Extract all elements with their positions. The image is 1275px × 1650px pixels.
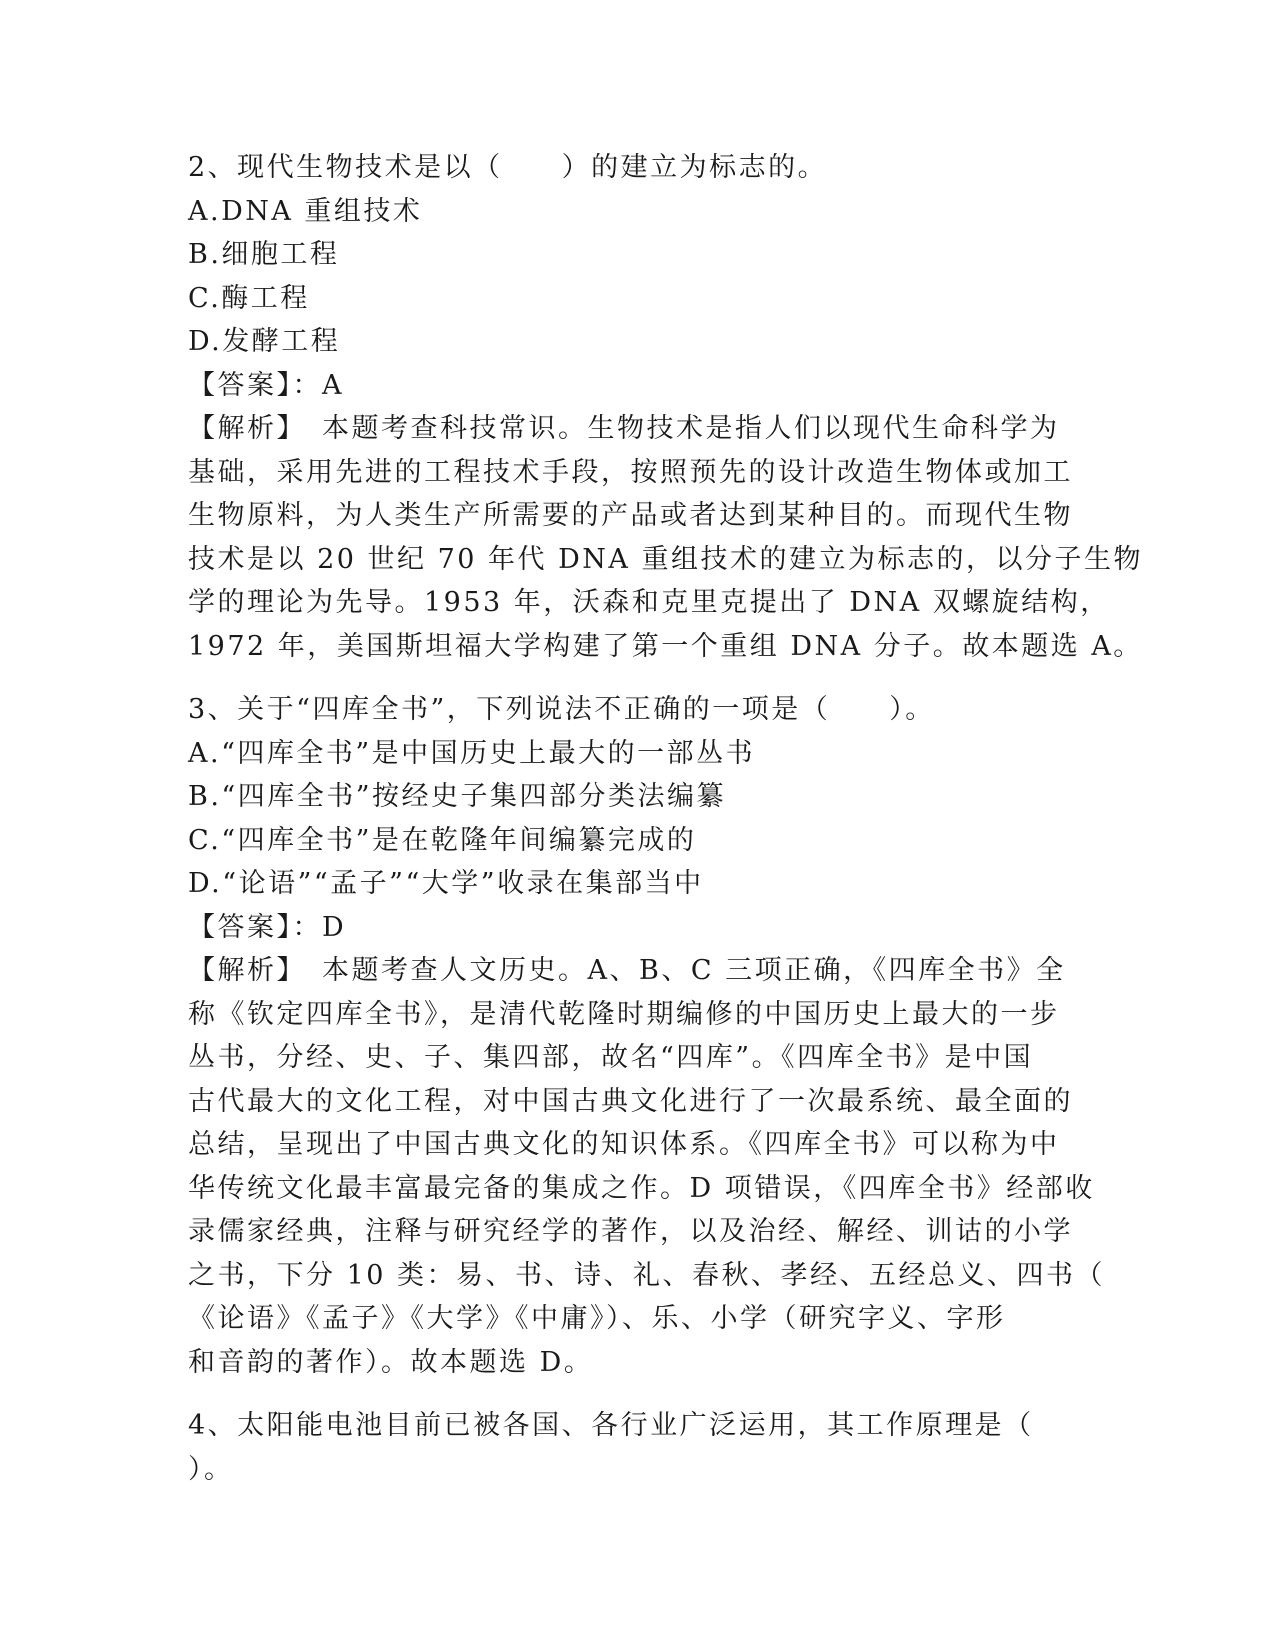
- option-c: C.酶工程: [188, 282, 310, 314]
- analysis-line: 之书，下分 10 类：易、书、诗、礼、春秋、孝经、五经总义、四书（: [188, 1259, 1106, 1291]
- question-spacer: [188, 1384, 1078, 1404]
- option-b: B.细胞工程: [188, 239, 340, 270]
- answer-line: 【答案】：A: [188, 369, 344, 401]
- question-stem: 2、现代生物技术是以（ ）的建立为标志的。: [188, 152, 828, 183]
- option-b: B.“四库全书”按经史子集四部分类法编纂: [188, 781, 727, 812]
- analysis-line: 称《钦定四库全书》，是清代乾隆时期编修的中国历史上最大的一步: [188, 998, 1060, 1030]
- question-stem: 3、关于“四库全书”，下列说法不正确的一项是（ ）。: [188, 694, 935, 725]
- option-d: D.“论语”“孟子”“大学”收录在集部当中: [188, 868, 704, 899]
- analysis-line: 古代最大的文化工程，对中国古典文化进行了一次最系统、最全面的: [188, 1085, 1073, 1117]
- analysis-line: 技术是以 20 世纪 70 年代 DNA 重组技术的建立为标志的，以分子生物: [188, 543, 1143, 575]
- option-c: C.“四库全书”是在乾隆年间编纂完成的: [188, 824, 697, 856]
- analysis-line: 【解析】 本题考查人文历史。A、B、C 三项正确，《四库全书》全: [188, 955, 1066, 986]
- analysis-line: 1972 年，美国斯坦福大学构建了第一个重组 DNA 分子。故本题选 A。: [188, 630, 1143, 662]
- analysis-line: 《论语》《孟子》《大学》《中庸》）、乐、小学（研究字义、字形: [188, 1303, 1006, 1334]
- option-d: D.发酵工程: [188, 326, 341, 357]
- answer-line: 【答案】：D: [188, 911, 347, 943]
- analysis-line: 学的理论为先导。1953 年，沃森和克里克提出了 DNA 双螺旋结构，: [188, 587, 1110, 618]
- analysis-line: 基础，采用先进的工程技术手段，按照预先的设计改造生物体或加工: [188, 456, 1073, 488]
- analysis-line: 华传统文化最丰富最完备的集成之作。D 项错误，《四库全书》经部收: [188, 1172, 1095, 1204]
- analysis-line: 【解析】 本题考查科技常识。生物技术是指人们以现代生命科学为: [188, 413, 1060, 444]
- question-stem-continued: ）。: [188, 1453, 234, 1485]
- analysis-line: 生物原料，为人类生产所需要的产品或者达到某种目的。而现代生物: [188, 500, 1073, 531]
- analysis-line: 录儒家经典，注释与研究经学的著作，以及治经、解经、训诂的小学: [188, 1216, 1073, 1247]
- document-page: [188, 146, 1143, 1491]
- question-4: [188, 1404, 1078, 1491]
- option-a: A.DNA 重组技术: [188, 195, 423, 227]
- analysis-line: 总结，呈现出了中国古典文化的知识体系。《四库全书》可以称为中: [188, 1129, 1060, 1160]
- option-a: A.“四库全书”是中国历史上最大的一部丛书: [188, 737, 756, 769]
- question-3: [188, 688, 1106, 1384]
- question-spacer: [188, 668, 1078, 688]
- analysis-line: 和音韵的著作）。故本题选 D。: [188, 1346, 594, 1378]
- question-2: [188, 146, 1143, 668]
- analysis-line: 丛书，分经、史、子、集四部，故名“四库”。《四库全书》是中国: [188, 1042, 1034, 1073]
- question-stem: 4、太阳能电池目前已被各国、各行业广泛运用，其工作原理是（: [188, 1410, 1034, 1441]
